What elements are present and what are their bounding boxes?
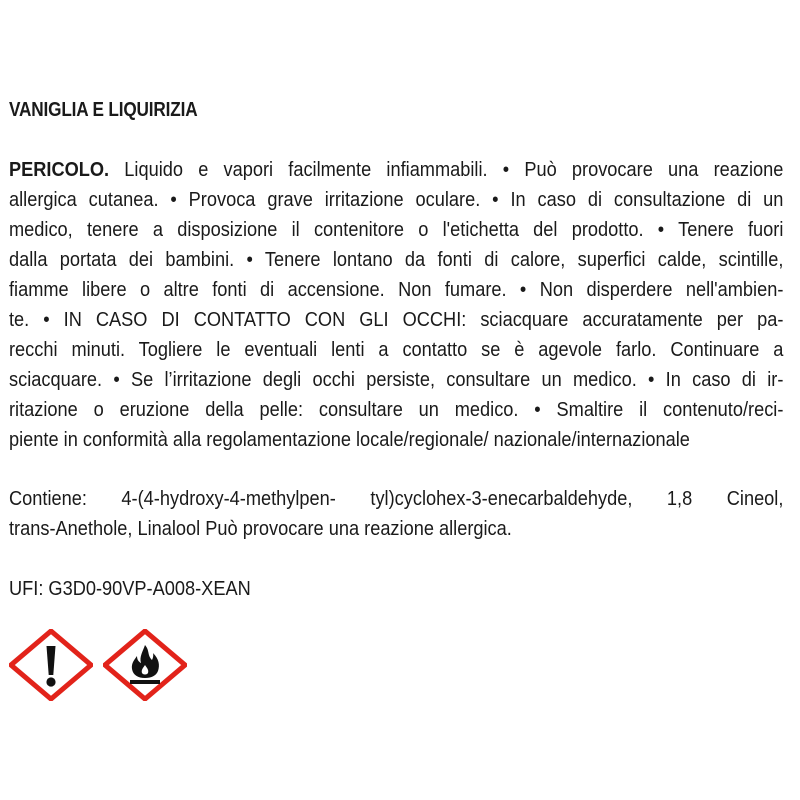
ghs02-flame-icon — [103, 629, 187, 701]
hazard-line: dalla portata dei bambini. • Tenere lontano da fonti di calore, superfici calde, scintille, — [9, 249, 784, 271]
hazard-line: medico, tenere a disposizione il contenitore o l'etichetta del prodotto. • Tenere fuori — [9, 219, 784, 241]
hazard-line: ritazione o eruzione della pelle: consultare un medico. • Smaltire il contenuto/reci- — [9, 399, 784, 421]
contains-line: trans-Anethole, Linalool Può provocare una reazione allergica. — [9, 518, 512, 540]
hazard-line: te. • IN CASO DI CONTATTO CON GLI OCCHI: sciacquare accuratamente per pa- — [9, 309, 784, 331]
hazard-line: allergica cutanea. • Provoca grave irritazione oculare. • In caso di consultazione di un — [9, 189, 784, 211]
contains-line: Contiene: 4-(4-hydroxy-4-methylpen- tyl)cyclohex-3-enecarbaldehyde, 1,8 Cineol, — [9, 488, 784, 510]
signal-word: PERICOLO. — [9, 159, 110, 181]
hazard-line: PERICOLO. Liquido e vapori facilmente infiammabili. • Può provocare una reazione — [9, 159, 784, 181]
hazard-line: piente in conformità alla regolamentazione locale/regionale/ nazionale/internazionale — [9, 429, 690, 451]
hazard-line: sciacquare. • Se l’irritazione degli occhi persiste, consultare un medico. • In caso di ir- — [9, 369, 784, 391]
hazard-line: recchi minuti. Togliere le eventuali lenti a contatto se è agevole farlo. Continuare a — [9, 339, 784, 361]
product-name: VANIGLIA E LIQUIRIZIA — [9, 99, 198, 121]
hazard-line: fiamme libere o altre fonti di accensione. Non fumare. • Non disperdere nell'ambien- — [9, 279, 784, 301]
ufi-code: UFI: G3D0-90VP-A008-XEAN — [9, 578, 251, 600]
ghs07-exclamation-icon — [9, 629, 93, 701]
